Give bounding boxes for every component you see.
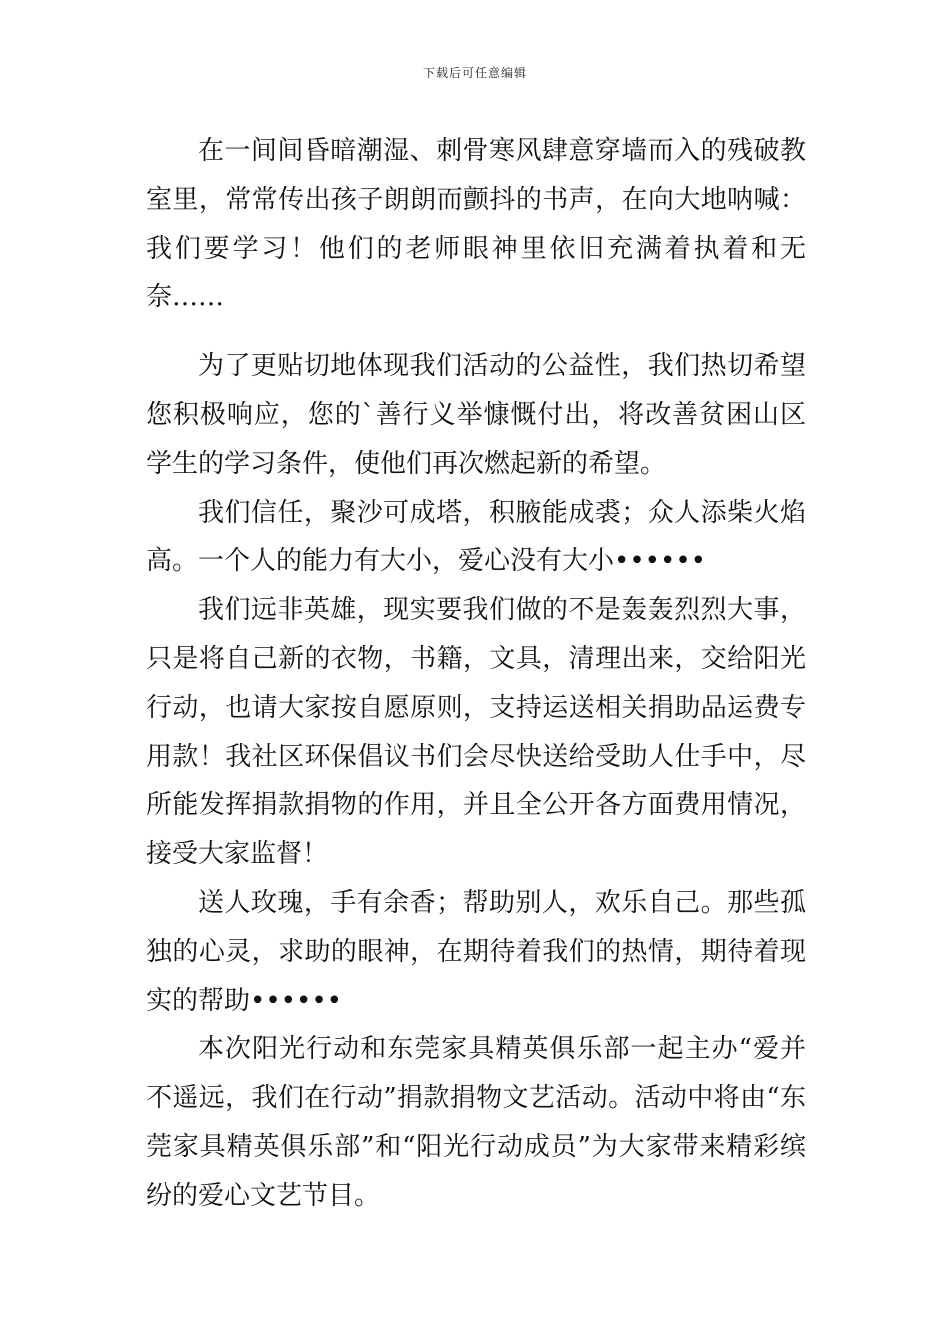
document-body [146,127,806,1221]
paragraph-action: 我们远非英雄，现实要我们做的不是轰轰烈烈大事，只是将自己新的衣物，书籍，文具，清理出来，交给阳光行动，也请大家按自愿原则，支持运送相关捐助品运费专用款！我社区环保倡议书们会尽快送给受助人仕手中，尽所能发挥捐款捐物的作用，并且全公开各方面费用情况，接受大家监督！ [146,595,806,870]
paragraph-appeal: 为了更贴切地体现我们活动的公益性，我们热切希望您积极响应，您的`善行义举慷慨付出，将改善贫困山区学生的学习条件，使他们再次燃起新的希望。 [146,351,806,479]
paragraph-trust: 我们信任，聚沙可成塔，积腋能成裘；众人添柴火焰高。一个人的能力有大小，爱心没有大小•••••• [146,497,806,577]
paragraph-roses: 送人玫瑰，手有余香；帮助别人，欢乐自己。那些孤独的心灵，求助的眼神，在期待着我们的热情，期待着现实的帮助•••••• [146,887,806,1016]
paragraph-event: 本次阳光行动和东莞家具精英俱乐部一起主办“爱并不遥远，我们在行动”捐款捐物文艺活动。活动中将由“东莞家具精英俱乐部”和“阳光行动成员”为大家带来精彩缤纷的爱心文艺节目。 [146,1034,806,1211]
paragraph-classroom: 在一间间昏暗潮湿、刺骨寒风肆意穿墙而入的残破教室里，常常传出孩子朗朗而颤抖的书声，在向大地呐喊：我们要学习！他们的老师眼神里依旧充满着执着和无奈…… [146,136,806,313]
header-note: 下载后可任意编辑 [422,66,527,80]
